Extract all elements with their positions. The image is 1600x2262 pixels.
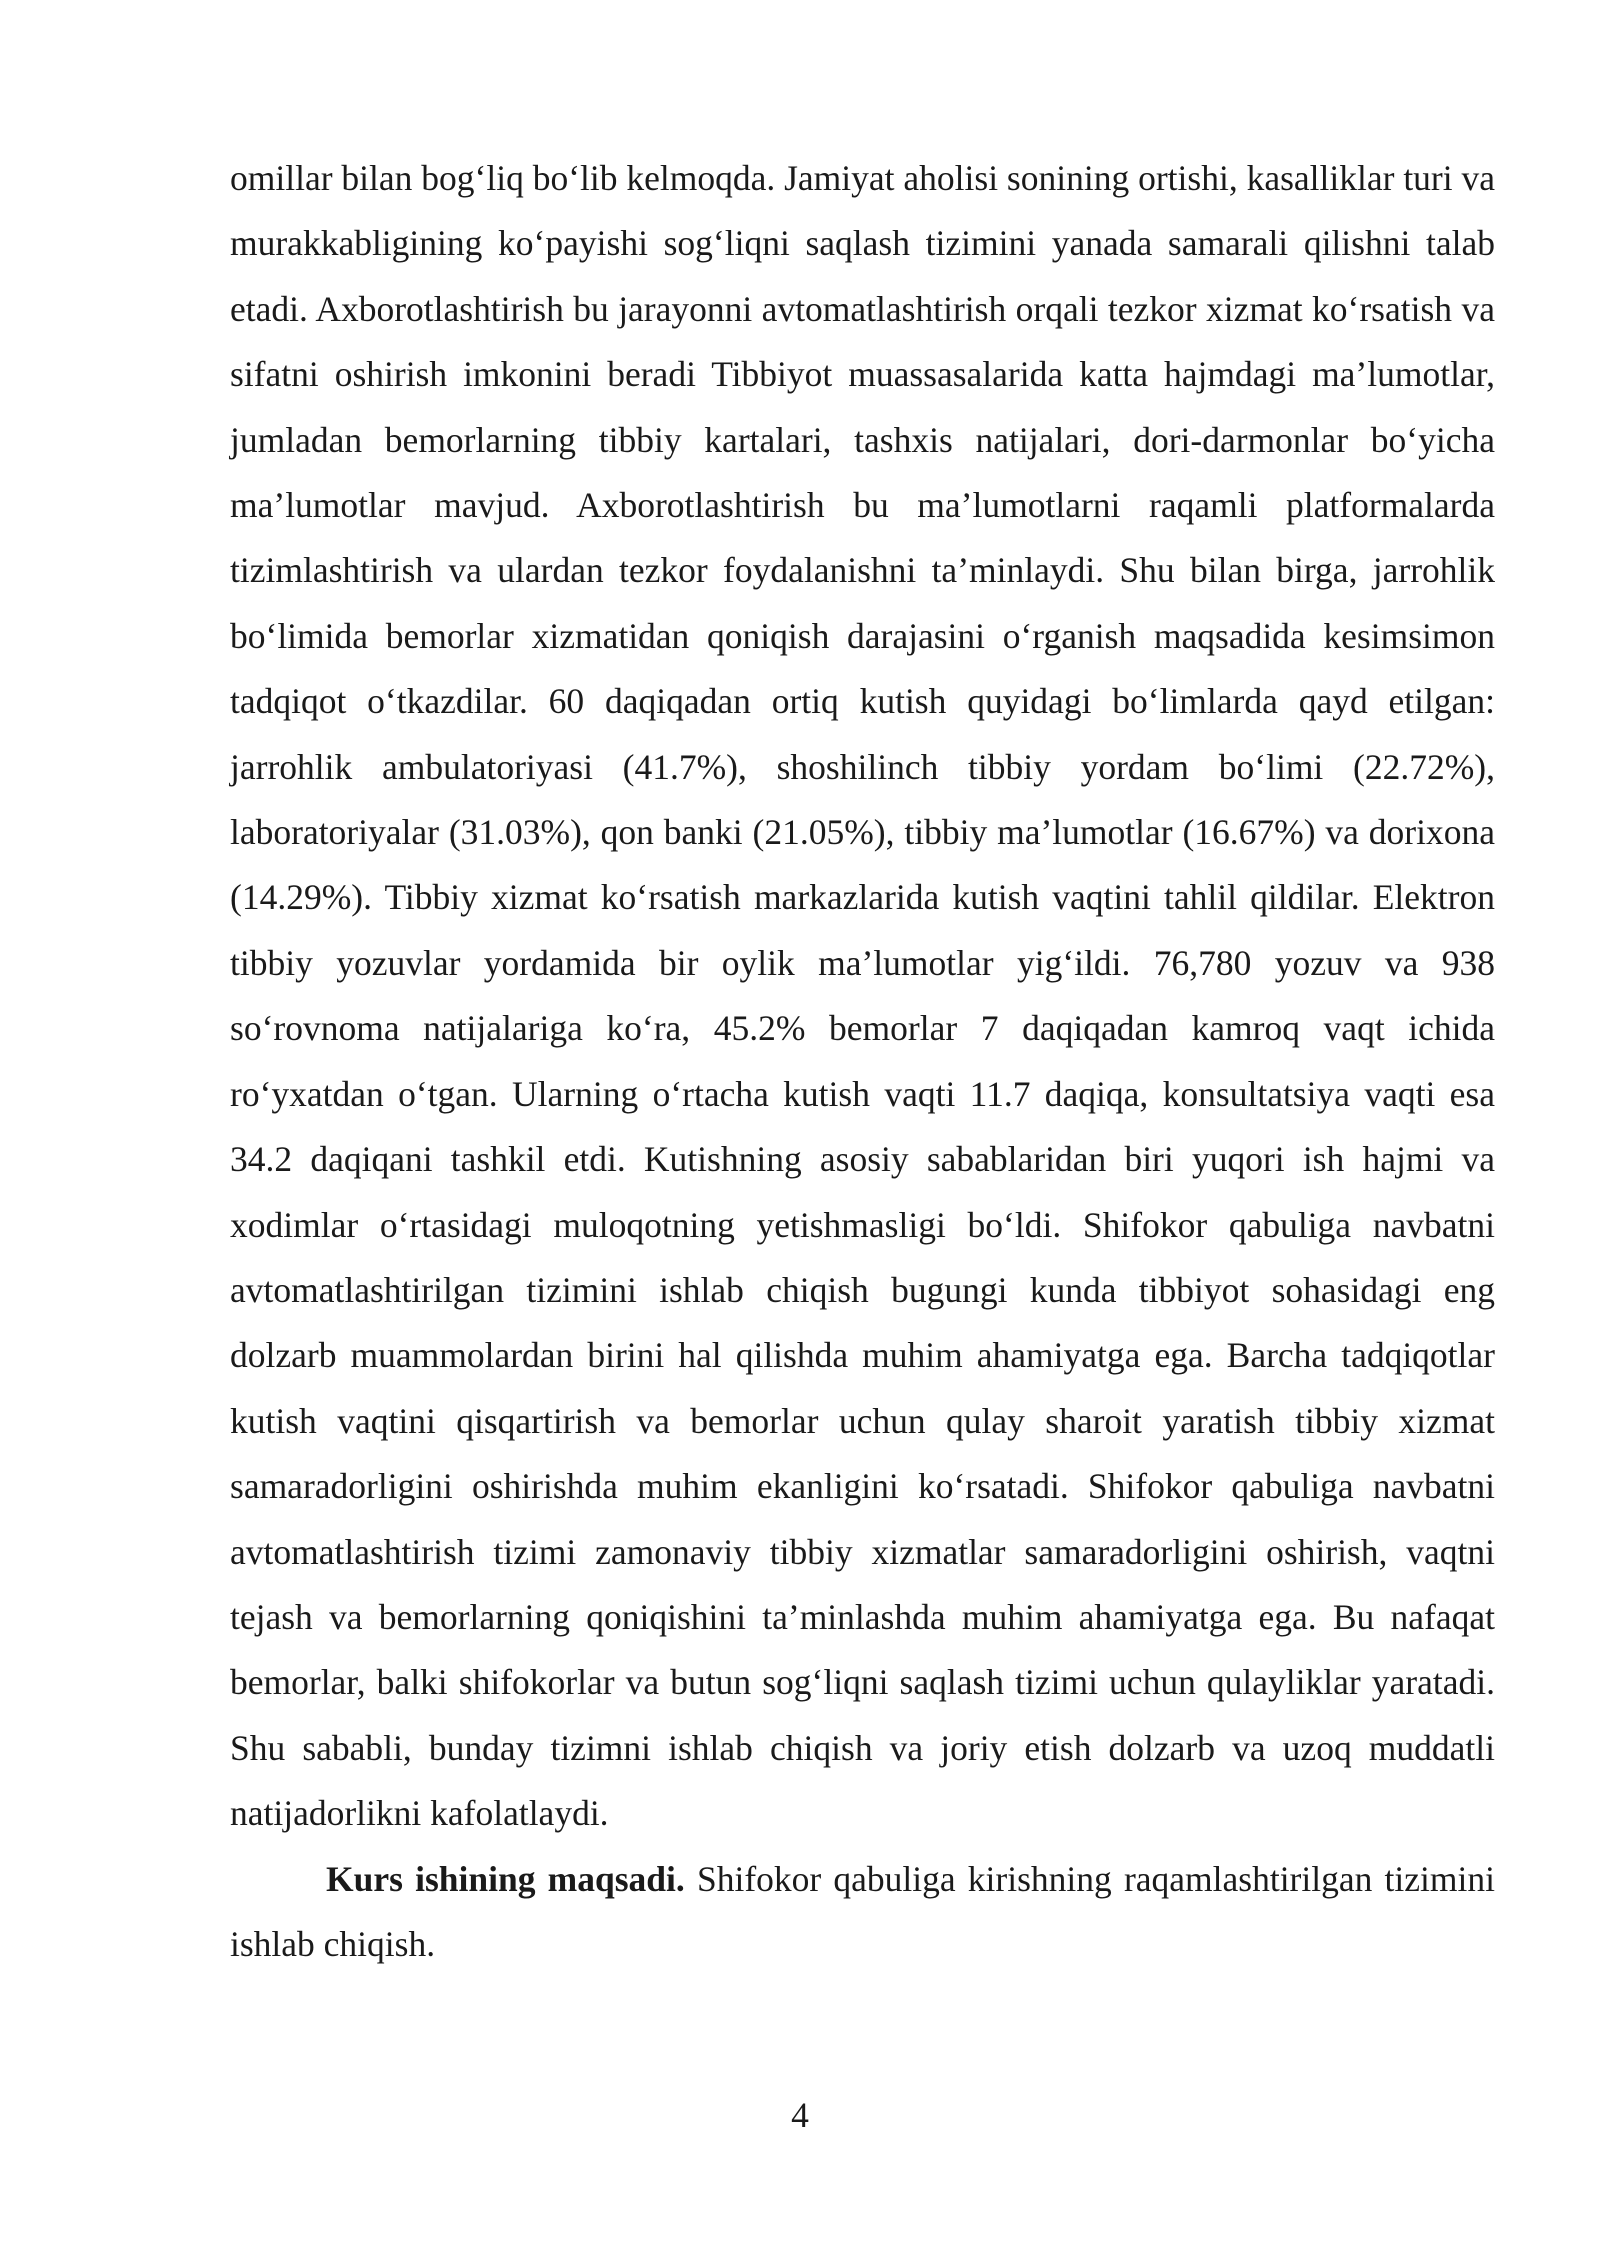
page-number: 4 (791, 2095, 809, 2135)
body-text (230, 146, 1495, 1977)
paragraph-intro: omillar bilan bog‘liq bo‘lib kelmoqda. Jamiyat aholisi sonining ortishi, kasalliklar turi va murakkabligining ko‘payishi sog‘liqni saqlash tizimini yanada samarali qilishni talab etadi. Axborotlashtirish bu jarayonni avtomatlashtirish orqali tezkor xizmat ko‘rsatish va sifatni oshirish imkonini beradi Tibbiyot muassasalarida katta hajmdagi ma’lumotlar, jumladan bemorlarning tibbiy kartalari, tashxis natijalari, dori-darmonlar bo‘yicha ma’lumotlar mavjud. Axborotlashtirish bu ma’lumotlarni raqamli platformalarda tizimlashtirish va ulardan tezkor foydalanishni ta’minlaydi. Shu bilan birga, jarrohlik bo‘limida bemorlar xizmatidan qoniqish darajasini o‘rganish maqsadida kesimsimon tadqiqot o‘tkazdilar. 60 daqiqadan ortiq kutish quyidagi bo‘limlarda qayd etilgan: jarrohlik ambulatoriyasi (41.7%), shoshilinch tibbiy yordam bo‘limi (22.72%), laboratoriyalar (31.03%), qon banki (21.05%), tibbiy ma’lumotlar (16.67%) va dorixona (14.29%). Tibbiy xizmat ko‘rsatish markazlarida kutish vaqtini tahlil qildilar. Elektron tibbiy yozuvlar yordamida bir oylik ma’lumotlar yig‘ildi. 76,780 yozuv va 938 so‘rovnoma natijalariga ko‘ra, 45.2% bemorlar 7 daqiqadan kamroq vaqt ichida ro‘yxatdan o‘tgan. Ularning o‘rtacha kutish vaqti 11.7 daqiqa, konsultatsiya vaqti esa 34.2 daqiqani tashkil etdi. Kutishning asosiy sabablaridan biri yuqori ish hajmi va xodimlar o‘rtasidagi muloqotning yetishmasligi bo‘ldi. Shifokor qabuliga navbatni avtomatlashtirilgan tizimini ishlab chiqish bugungi kunda tibbiyot sohasidagi eng dolzarb muammolardan birini hal qilishda muhim ahamiyatga ega. Barcha tadqiqotlar kutish vaqtini qisqartirish va bemorlar uchun qulay sharoit yaratish tibbiy xizmat samaradorligini oshirishda muhim ekanligini ko‘rsatadi. Shifokor qabuliga navbatni avtomatlashtirish tizimi zamonaviy tibbiy xizmatlar samaradorligini oshirish, vaqtni tejash va bemorlarning qoniqishini ta’minlashda muhim ahamiyatga ega. Bu nafaqat bemorlar, balki shifokorlar va butun sog‘liqni saqlash tizimi uchun qulayliklar yaratadi. Shu sababli, bunday tizimni ishlab chiqish va joriy etish dolzarb va uzoq muddatli natijadorlikni kafolatlaydi. (230, 158, 1495, 1834)
paragraph-goal (230, 1847, 1495, 1978)
goal-text: Shifokor qabuliga kirishning raqamlashtirilgan tizimini ishlab chiqish. (230, 1858, 1495, 1964)
goal-heading: Kurs ishining maqsadi. (326, 1858, 685, 1899)
